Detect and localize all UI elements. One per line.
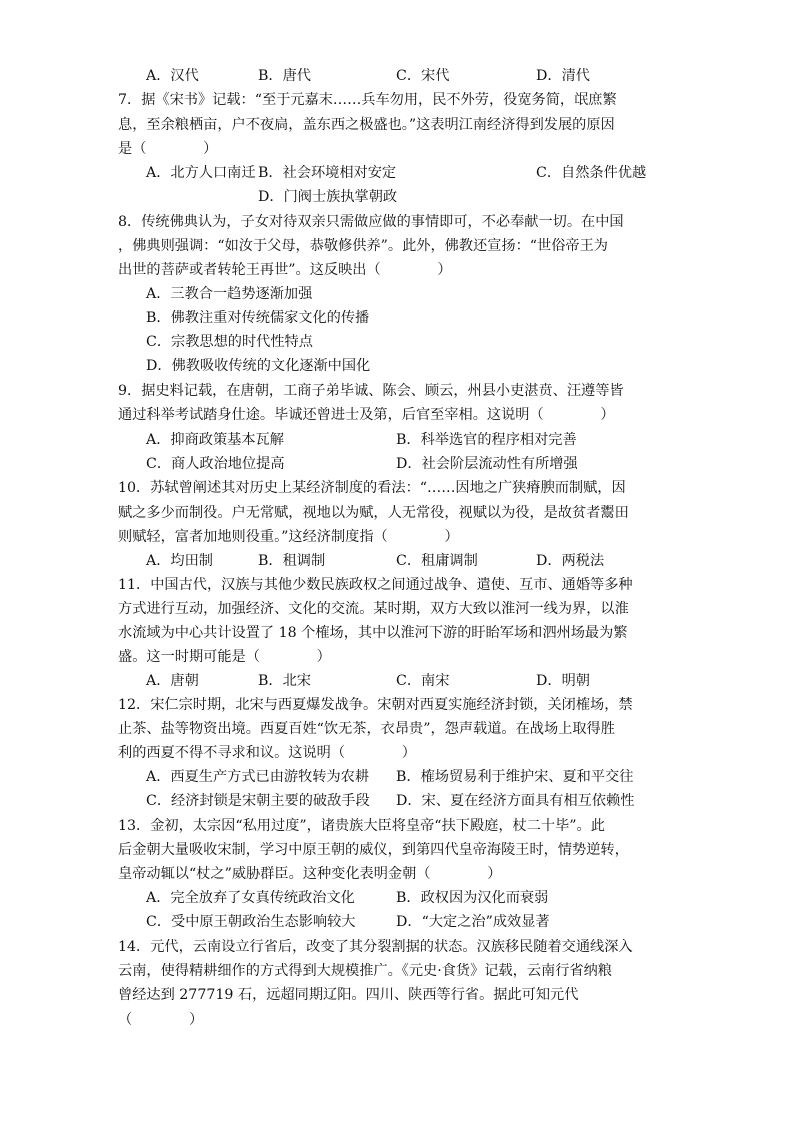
q6-option-c[interactable]: C．宋代 xyxy=(396,68,450,84)
q13-stem-line-3: 皇帝动辄以“杖之”威胁群臣。这种变化表明金朝（ ） xyxy=(118,866,502,882)
q9-option-d[interactable]: D．社会阶层流动性有所增强 xyxy=(396,456,578,472)
q10-option-c[interactable]: C．租庸调制 xyxy=(396,553,478,569)
q12-option-c[interactable]: C．经济封锁是宋朝主要的破敌手段 xyxy=(146,793,370,809)
q11-stem-line-4: 盛。这一时期可能是（ ） xyxy=(118,649,331,665)
q12-stem-line-3: 利的西夏不得不寻求和议。这说明（ ） xyxy=(118,745,416,761)
q11-option-b[interactable]: B．北宋 xyxy=(258,673,311,689)
q7-option-c[interactable]: C．自然条件优越 xyxy=(536,165,647,181)
q10-option-d[interactable]: D．两税法 xyxy=(536,553,605,569)
q7-option-d[interactable]: D．门阀士族执掌朝政 xyxy=(258,189,398,205)
q8-stem-line-1: 8．传统佛典认为，子女对待双亲只需做应做的事情即可，不必奉献一切。在中国 xyxy=(118,214,624,230)
q9-option-a[interactable]: A．抑商政策基本瓦解 xyxy=(146,432,284,448)
q13-option-b[interactable]: B．政权因为汉化而衰弱 xyxy=(396,890,549,906)
q13-option-a[interactable]: A．完全放弃了女真传统政治文化 xyxy=(146,890,355,906)
q11-option-a[interactable]: A．唐朝 xyxy=(146,673,199,689)
q12-option-d[interactable]: D．宋、夏在经济方面具有相互依赖性 xyxy=(396,793,635,809)
q9-option-b[interactable]: B．科举选官的程序相对完善 xyxy=(396,432,577,448)
q8-option-b[interactable]: B．佛教注重对传统儒家文化的传播 xyxy=(146,310,370,326)
q9-stem-line-2: 通过科举考试踏身仕途。毕诚还曾进士及第，后官至宰相。这说明（ ） xyxy=(118,407,615,423)
q12-option-a[interactable]: A．西夏生产方式已由游牧转为农耕 xyxy=(146,769,370,785)
q11-option-d[interactable]: D．明朝 xyxy=(536,673,590,689)
q11-stem-line-2: 方式进行互动，加强经济、文化的交流。某时期，双方大致以淮河一线为界，以淮 xyxy=(118,601,629,617)
q12-stem-line-2: 止茶、盐等物资出境。西夏百姓“饮无茶，衣昂贵”，怨声载道。在战场上取得胜 xyxy=(118,721,615,737)
q13-stem-line-1: 13．金初，太宗因“私用过度”，诸贵族大臣将皇帝“扶下殿庭，杖二十毕”。此 xyxy=(118,818,605,834)
q11-option-c[interactable]: C．南宋 xyxy=(396,673,450,689)
q12-stem-line-1: 12．宋仁宗时期，北宋与西夏爆发战争。宋朝对西夏实施经济封锁，关闭榷场，禁 xyxy=(118,697,633,713)
q7-stem-line-3: 是（ ） xyxy=(118,141,218,157)
q7-option-b[interactable]: B．社会环境相对安定 xyxy=(258,165,397,181)
q10-option-a[interactable]: A．均田制 xyxy=(146,553,213,569)
q8-stem-line-3: 出世的菩萨或者转轮王再世”。这反映出（ ） xyxy=(118,262,452,278)
q14-stem-line-2: 云南，使得精耕细作的方式得到大规模推广。《元史·食货》记载，云南行省纳粮 xyxy=(118,963,612,979)
q10-option-b[interactable]: B．租调制 xyxy=(258,553,326,569)
q7-stem-line-1: 7．据《宋书》记载：“至于元嘉末……兵车勿用，民不外劳，役宽务简，氓庶繁 xyxy=(118,92,617,108)
q10-stem-line-3: 则赋轻，富者加地则役重。”这经济制度指（ ） xyxy=(118,529,459,545)
q8-stem-line-2: ，佛典则强调：“如汝于父母，恭敬修供养”。此外，佛教还宣扬：“世俗帝王为 xyxy=(118,238,608,254)
q14-answer-blank: （ ） xyxy=(118,1012,204,1028)
q8-option-d[interactable]: D．佛教吸收传统的文化逐渐中国化 xyxy=(146,358,371,374)
q6-option-b[interactable]: B．唐代 xyxy=(258,68,311,84)
q11-stem-line-3: 水流域为中心共计设置了 18 个榷场，其中以淮河下游的盱眙军场和泗州场最为繁 xyxy=(118,625,628,641)
q8-option-c[interactable]: C．宗教思想的时代性特点 xyxy=(146,334,313,350)
q6-option-d[interactable]: D．清代 xyxy=(536,68,590,84)
q13-option-d[interactable]: D．“大定之治”成效显著 xyxy=(396,914,550,930)
q13-option-c[interactable]: C．受中原王朝政治生态影响较大 xyxy=(146,914,356,930)
q7-stem-line-2: 息，至余粮栖亩，户不夜扃，盖东西之极盛也。”这表明江南经济得到发展的原因 xyxy=(118,117,615,133)
q13-stem-line-2: 后金朝大量吸收宋制，学习中原王朝的威仪，到第四代皇帝海陵王时，情势逆转， xyxy=(118,842,629,858)
q9-stem-line-1: 9．据史料记载，在唐朝，工商子弟毕诚、陈会、顾云，州县小吏湛贲、汪遵等皆 xyxy=(118,383,624,399)
q14-stem-line-3: 曾经达到 277719 石，远超同期辽阳。四川、陕西等行省。据此可知元代 xyxy=(118,987,579,1003)
q10-stem-line-2: 赋之多少而制役。户无常赋，视地以为赋，人无常役，视赋以为役，是故贫者鬻田 xyxy=(118,505,629,521)
q10-stem-line-1: 10．苏轼曾阐述其对历史上某经济制度的看法：“……因地之广狭瘠腴而制赋，因 xyxy=(118,480,626,496)
q6-option-a[interactable]: A．汉代 xyxy=(146,68,199,84)
q9-option-c[interactable]: C．商人政治地位提高 xyxy=(146,456,285,472)
q14-stem-line-1: 14．元代，云南设立行省后，改变了其分裂割据的状态。汉族移民随着交通线深入 xyxy=(118,939,633,955)
q12-option-b[interactable]: B．榷场贸易利于维护宋、夏和平交往 xyxy=(396,769,634,785)
q11-stem-line-1: 11．中国古代，汉族与其他少数民族政权之间通过战争、遣使、互市、通婚等多种 xyxy=(118,577,633,593)
q7-option-a[interactable]: A．北方人口南迁 xyxy=(146,165,256,181)
q8-option-a[interactable]: A．三教合一趋势逐渐加强 xyxy=(146,286,313,302)
